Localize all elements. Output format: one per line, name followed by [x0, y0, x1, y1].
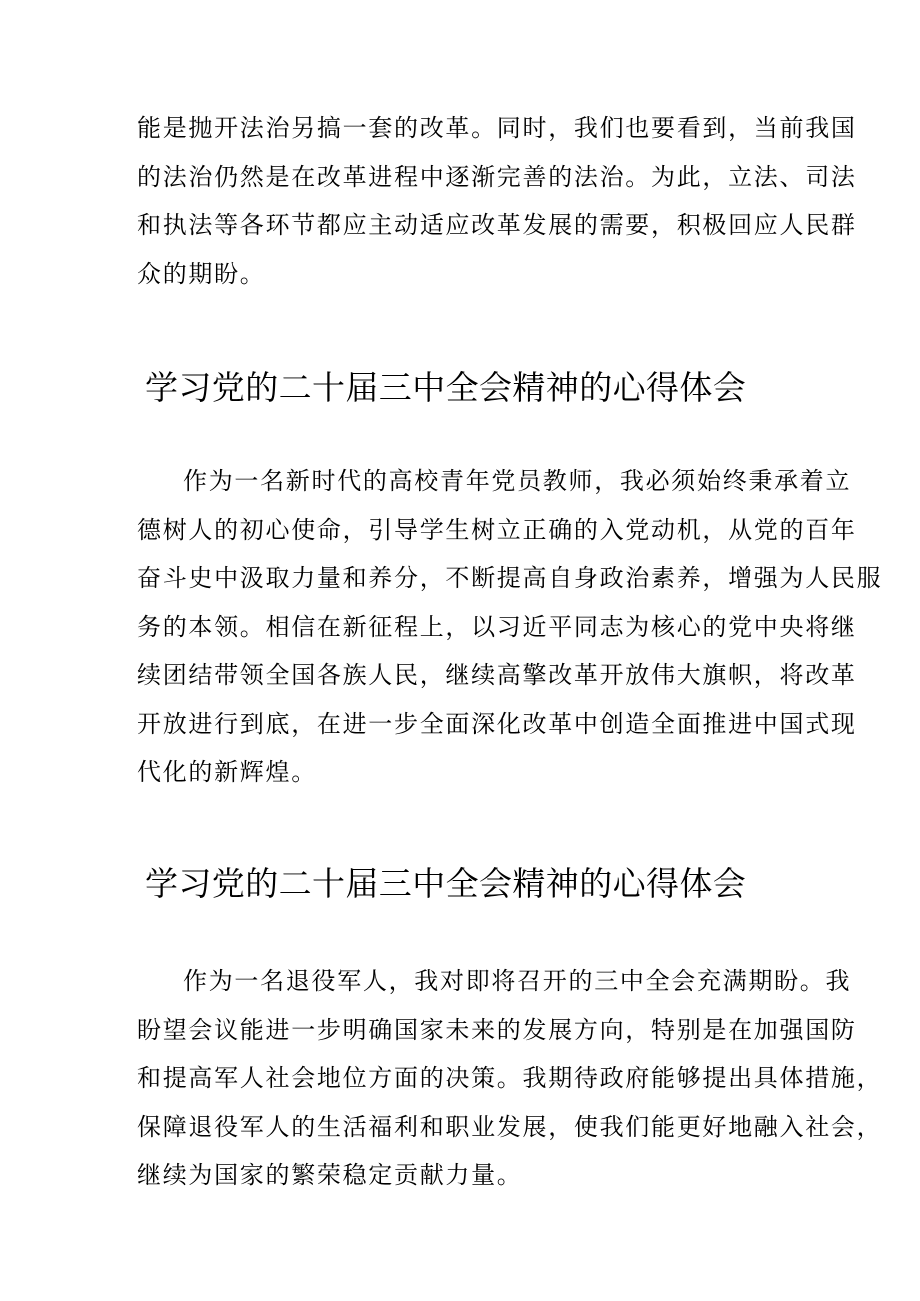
paragraph-line: 作为一名退役军人，我对即将召开的三中全会充满期盼。我 [183, 967, 852, 995]
paragraph-line: 奋斗史中汲取力量和养分，不断提高自身政治素养，增强为人民服 [137, 564, 883, 592]
paragraph-line: 继续为国家的繁荣稳定贡献力量。 [137, 1161, 523, 1189]
paragraph-line: 开放进行到底，在进一步全面深化改革中创造全面推进中国式现 [137, 709, 857, 738]
paragraph-line: 德树人的初心使命，引导学生树立正确的入党动机，从党的百年 [137, 515, 857, 544]
paragraph-line: 作为一名新时代的高校青年党员教师，我必须始终秉承着立 [183, 467, 852, 495]
paragraph-line: 的法治仍然是在改革进程中逐渐完善的法治。为此，立法、司法 [137, 162, 857, 191]
paragraph-line: 保障退役军人的生活福利和职业发展，使我们能更好地融入社会， [137, 1112, 883, 1141]
paragraph-veteran [137, 957, 883, 1200]
paragraph-line: 和执法等各环节都应主动适应改革发展的需要，积极回应人民群 [137, 211, 857, 239]
paragraph-line: 续团结带领全国各族人民，继续高擎改革开放伟大旗帜，将改革 [137, 661, 857, 689]
paragraph-line: 务的本领。相信在新征程上，以习近平同志为核心的党中央将继 [137, 612, 857, 641]
paragraph-line: 众的期盼。 [137, 259, 266, 288]
section-heading: 学习党的二十届三中全会精神的心得体会 [145, 368, 747, 407]
paragraph-line: 代化的新辉煌。 [137, 758, 317, 786]
paragraph-teacher [137, 457, 883, 797]
paragraph-line: 盼望会议能进一步明确国家未来的发展方向，特别是在加强国防 [137, 1015, 857, 1044]
paragraph-line: 和提高军人社会地位方面的决策。我期待政府能够提出具体措施， [137, 1064, 883, 1092]
paragraph-line: 能是抛开法治另搞一套的改革。同时，我们也要看到，当前我国 [137, 114, 857, 142]
section-heading: 学习党的二十届三中全会精神的心得体会 [145, 864, 747, 903]
paragraph-continuation [137, 104, 857, 298]
